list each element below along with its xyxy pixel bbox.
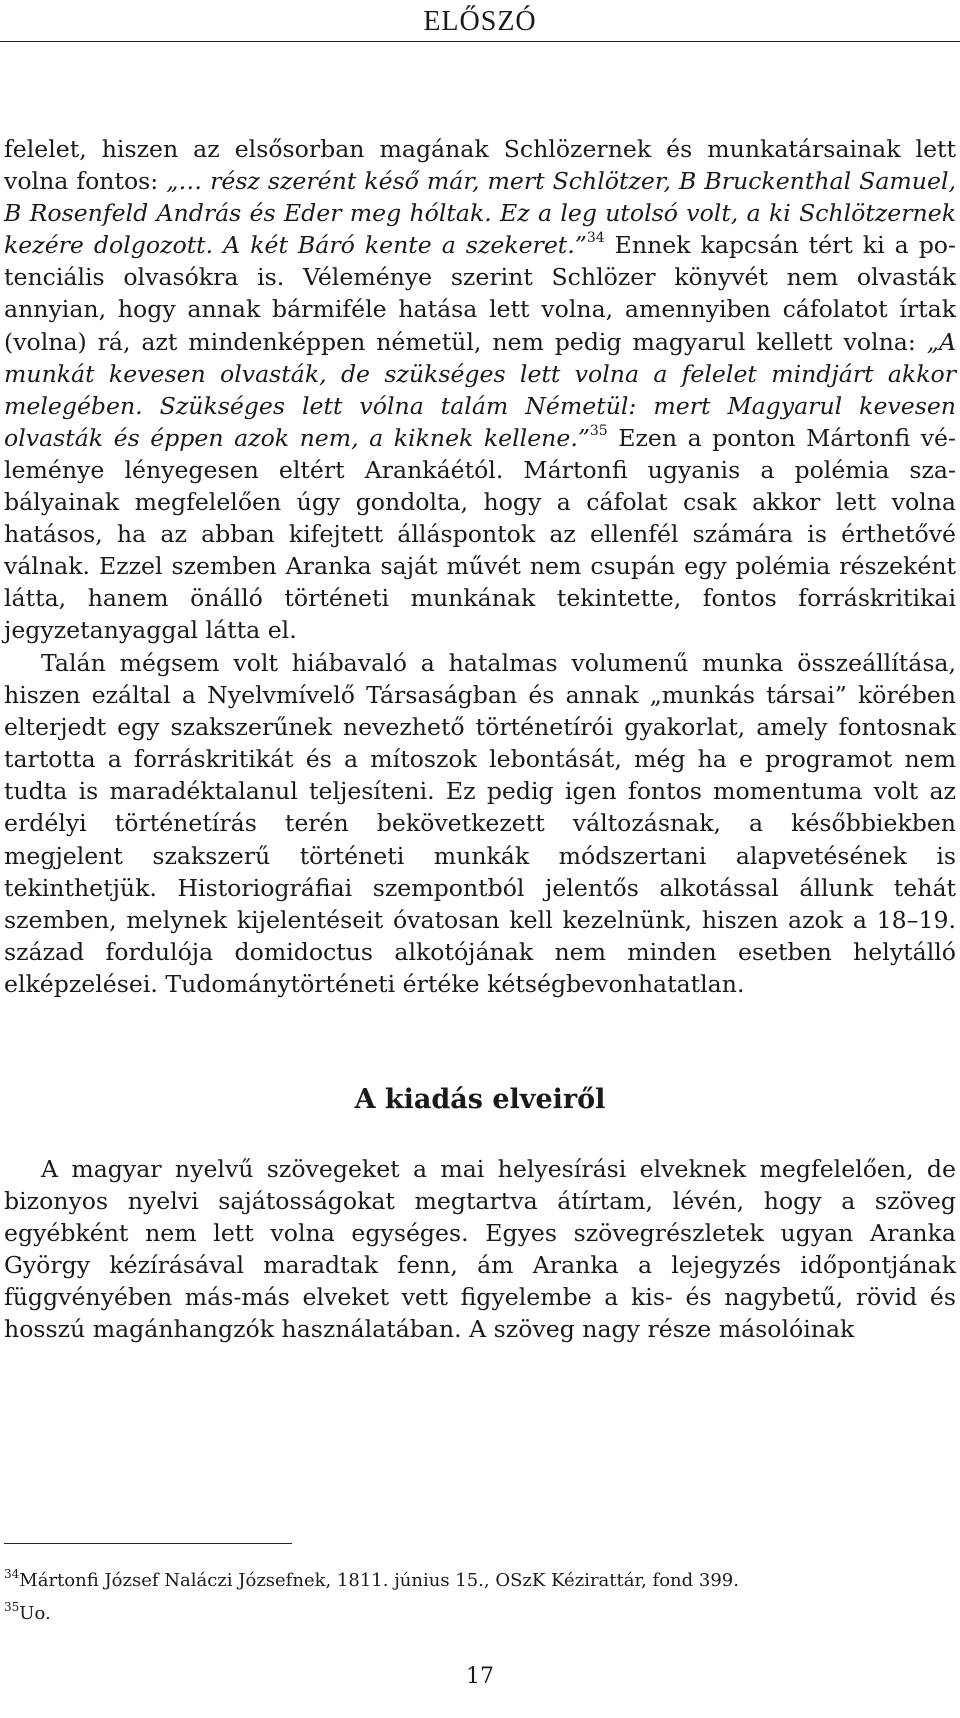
footnote-35	[4, 1597, 956, 1630]
quotation-2: „A munkát kevesen olvasták, de szükséges lett volna a felelet mindjárt akkor melegében. Szükséges lett vólna talám Németül: mert Magyarul kevesen olvasták és éppen azok nem, a kiknek kellene.”	[4, 327, 956, 452]
footnote-text: Uo.	[19, 1603, 51, 1624]
page-number: 17	[466, 1664, 494, 1689]
footnotes	[4, 1564, 956, 1630]
footnote-text: Mártonfi József Naláczi Józsefnek, 1811. június 15., OSzK Kézirattár, fond 399.	[19, 1570, 739, 1591]
footnote-34	[4, 1564, 956, 1597]
paragraph-2-text: Talán mégsem volt hiábavaló a hatalmas volumenű munka összeállítása, hiszen ezáltal a Nyelvmívelő Társaságban és annak „munkás társai” körében elterjedt egy szakszerűnek nevezhető történetírói gyakorlat, amely fontosnak tartotta a forráskritikát és a mítoszok lebontását, még ha e programot nem tudta is maradéktalanul teljesíteni. Ez pedig igen fontos momentuma volt az erdélyi történetírás terén bekövetkezett változásnak, a későbbiekben megjelent szakszerű történeti munkák módszertani alapvetésének is tekinthetjük. Historiográfiai szempontból jelentős alkotással állunk tehát szemben, melynek kijelentéseit óvatosan kell kezelnünk, hiszen azok a 18–19. század fordulója domidoctus alkotójának nem minden esetben helytálló elképzelései. Tudománytörténeti értéke kétségbevonhatatlan.	[4, 649, 956, 998]
footnote-rule	[4, 1543, 292, 1544]
paragraph-3-text: A magyar nyelvű szövegeket a mai helyesírási elveknek megfelelően, de bizonyos nyelvi sajátosságokat megtartva átírtam, lévén, hogy a szöveg egyébként nem lett volna egységes. Egyes szövegrészletek ugyan Aranka György kézírásával maradtak fenn, ám Aranka a lejegyzés időpontjának függvényében más-más elveket vett figyelembe a kis- és nagybetű, rövid és hosszú magánhangzók használatában. A szöveg nagy része másolóinak	[4, 1155, 956, 1344]
footnote-mark: 34	[4, 1567, 20, 1581]
section-title: A kiadás elveiről	[354, 1084, 606, 1116]
footnote-mark: 35	[4, 1600, 20, 1614]
footnote-ref-34[interactable]: 34	[586, 230, 605, 247]
paragraph-2	[4, 647, 956, 1000]
paragraph-3	[4, 1153, 956, 1346]
header-rule	[0, 41, 960, 42]
paragraph-1-text	[4, 133, 956, 647]
footnote-ref-35[interactable]: 35	[589, 422, 608, 439]
paragraph-1-sentence-1: felelet, hiszen az elsősorban magának Schlözernek és munkatársainak lett volna fontos:	[4, 135, 956, 196]
quotation-1: „… rész szerént késő már, mert Schlötzer, B Bruckenthal Samuel, B Rosenfeld András és Eder meg hóltak. Ez a leg utolsó volt, a ki Schlötzernek kezére dolgozott. A két Báró kente a szekeret.”	[4, 167, 956, 260]
paragraph-1	[4, 133, 956, 647]
paragraph-1-sentence-3: Ezen a ponton Mártonfi véleménye lényegesen eltért Arankáétól. Mártonfi ugyanis a polémia szabályainak megfelelően úgy gondolta, hogy a cáfolat csak akkor lett volna hatásos, ha az abban kifejtett álláspontok az ellenfél számára is érthetővé válnak. Ezzel szemben Aranka saját művét nem csupán egy polémia részeként látta, hanem önálló történeti munkának tekintette, fontos forráskritikai jegyzetanyaggal látta el.	[4, 423, 956, 645]
running-head: ELŐSZÓ	[423, 6, 537, 37]
paragraph-1-sentence-2: Ennek kapcsán tért ki a potenciális olvasókra is. Véleménye szerint Schlözer könyvét nem olvasták annyian, hogy annak bármiféle hatása lett volna, amennyiben cáfolatot írtak (volna) rá, azt mindenképpen németül, nem pedig magyarul kellett volna:	[4, 231, 956, 356]
